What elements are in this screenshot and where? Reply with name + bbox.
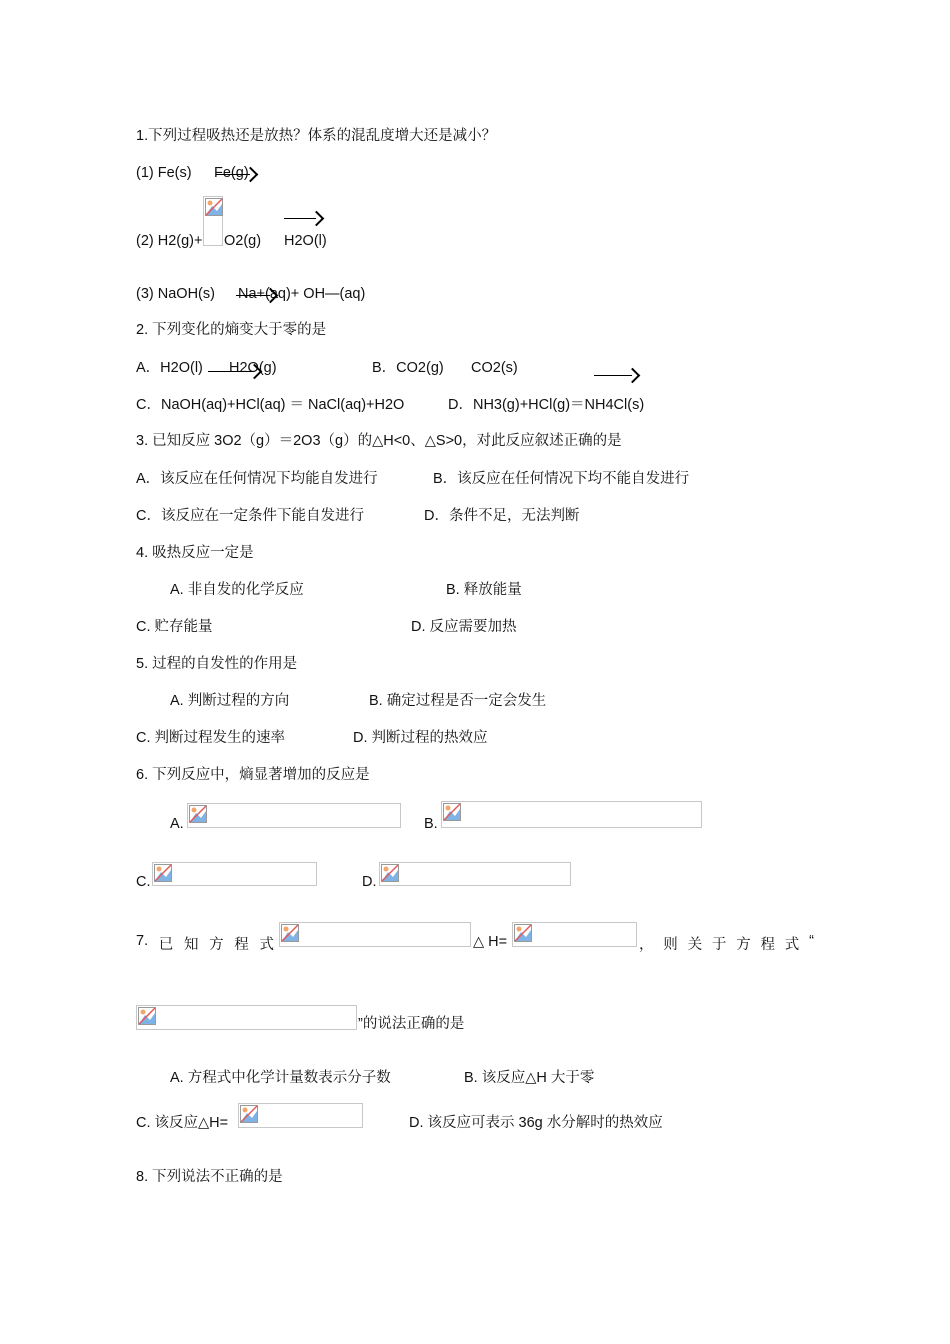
broken-image-icon xyxy=(187,803,401,828)
broken-image-icon xyxy=(441,801,702,828)
q4-option-b: B. 释放能量 xyxy=(446,582,522,598)
reaction-arrow-icon xyxy=(284,212,322,226)
q3-stem: 3. 已知反应 3O2（g）＝2O3（g）的△H<0、△S>0，对此反应叙述正确的是 xyxy=(136,433,622,449)
broken-image-icon xyxy=(379,862,571,886)
q6-option-d-label: D. xyxy=(362,874,377,890)
q2-option-a-left: A．H2O(l) xyxy=(136,360,203,376)
q1-p1-left: (1) Fe(s) xyxy=(136,165,192,181)
q5-option-b: B. 确定过程是否一定会发生 xyxy=(369,693,547,709)
q1-p2-left: (2) H2(g)+ xyxy=(136,233,203,249)
q6-option-c-label: C. xyxy=(136,874,151,890)
q1-p1-right: Fe(g) xyxy=(214,165,249,181)
q2-option-d: D．NH3(g)+HCl(g)＝NH4Cl(s) xyxy=(448,397,645,413)
broken-image-icon xyxy=(152,862,317,886)
q5-stem: 5. 过程的自发性的作用是 xyxy=(136,656,298,672)
q5-option-c: C. 判断过程发生的速率 xyxy=(136,730,286,746)
q7-delta-h: △ H= xyxy=(473,934,508,950)
broken-image-icon xyxy=(238,1103,363,1128)
q8-stem: 8. 下列说法不正确的是 xyxy=(136,1169,283,1185)
broken-image-icon xyxy=(136,1005,357,1030)
q2-option-a-right: H2O(g) xyxy=(229,360,277,376)
q7-stem-tail: ”的说法正确的是 xyxy=(358,1016,465,1032)
q3-option-c: C．该反应在一定条件下能自发进行 xyxy=(136,508,364,524)
q7-number: 7. xyxy=(136,933,149,949)
q7-stem-middle: ， 则 关 于 方 程 式 “ xyxy=(639,933,814,953)
q2-option-c: C．NaOH(aq)+HCl(aq) ＝ NaCl(aq)+H2O xyxy=(136,397,405,413)
q1-stem: 1.下列过程吸热还是放热？体系的混乱度增大还是减小？ xyxy=(136,128,497,144)
q6-option-b-label: B. xyxy=(424,816,438,832)
q2-option-b-left: B．CO2(g) xyxy=(372,360,444,376)
q1-p2-right: H2O(l) xyxy=(284,233,327,249)
q7-option-d: D. 该反应可表示 36g 水分解时的热效应 xyxy=(409,1115,663,1131)
q3-option-d: D．条件不足，无法判断 xyxy=(424,508,580,524)
q4-option-a: A. 非自发的化学反应 xyxy=(170,582,304,598)
q3-option-b: B．该反应在任何情况下均不能自发进行 xyxy=(433,471,690,487)
q1-p2-mid: O2(g) xyxy=(224,233,262,249)
reaction-arrow-icon xyxy=(208,365,260,379)
reaction-arrow-icon xyxy=(236,289,276,303)
q1-p3-left: (3) NaOH(s) xyxy=(136,286,215,302)
broken-image-icon xyxy=(279,922,471,947)
q6-stem: 6. 下列反应中，熵显著增加的反应是 xyxy=(136,767,370,783)
q5-option-d: D. 判断过程的热效应 xyxy=(353,730,488,746)
q5-option-a: A. 判断过程的方向 xyxy=(170,693,290,709)
reaction-arrow-icon xyxy=(594,369,638,383)
q7-stem-start: 7. 已 知 方 程 式 xyxy=(136,933,274,953)
q2-option-b-right: CO2(s) xyxy=(471,360,518,376)
broken-image-icon xyxy=(203,196,223,246)
q7-option-c: C. 该反应△H= xyxy=(136,1115,229,1131)
broken-image-icon xyxy=(512,922,637,947)
q6-option-a-label: A. xyxy=(170,816,184,832)
q2-stem: 2. 下列变化的熵变大于零的是 xyxy=(136,322,327,338)
q4-option-c: C. 贮存能量 xyxy=(136,619,213,635)
q3-option-a: A．该反应在任何情况下均能自发进行 xyxy=(136,471,378,487)
q4-option-d: D. 反应需要加热 xyxy=(411,619,517,635)
reaction-arrow-icon xyxy=(216,168,256,182)
q7-option-a: A. 方程式中化学计量数表示分子数 xyxy=(170,1070,391,1086)
q4-stem: 4. 吸热反应一定是 xyxy=(136,545,254,561)
q1-p3-right: Na+(aq)+ OH—(aq) xyxy=(238,286,366,302)
q7-option-b: B. 该反应△H 大于零 xyxy=(464,1070,595,1086)
